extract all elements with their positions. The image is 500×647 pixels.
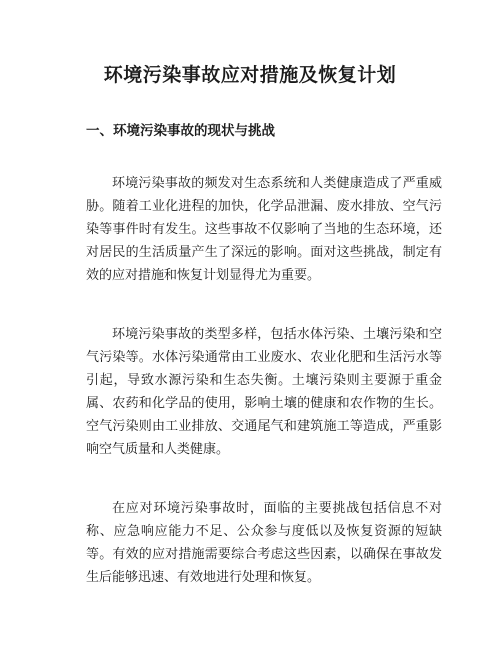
section-heading: 一、环境污染事故的现状与挑战 — [86, 123, 275, 139]
paragraph-1: 环境污染事故的频发对生态系统和人类健康造成了严重威胁。随着工业化进程的加快，化学品泄漏、废水排放、空气污染等事件时有发生。这些事故不仅影响了当地的生态环境，还对居民的生活质量产生了深远的影响。面对这些挑战，制定有效的应对措施和恢复计划显得尤为重要。 — [86, 176, 442, 283]
paragraph-3: 在应对环境污染事故时，面临的主要挑战包括信息不对称、应急响应能力不足、公众参与度低以及恢复资源的短缺等。有效的应对措施需要综合考虑这些因素，以确保在事故发生后能够迅速、有效地进行处理和恢复。 — [86, 501, 442, 585]
document-title: 环境污染事故应对措施及恢复计划 — [103, 64, 397, 86]
paragraph-2: 环境污染事故的类型多样，包括水体污染、土壤污染和空气污染等。水体污染通常由工业废水、农业化肥和生活污水等引起，导致水源污染和生态失衡。土壤污染则主要源于重金属、农药和化学品的使用，影响土壤的健康和农作物的生长。空气污染则由工业排放、交通尾气和建筑施工等造成，严重影响空气质量和人类健康。 — [86, 327, 442, 457]
